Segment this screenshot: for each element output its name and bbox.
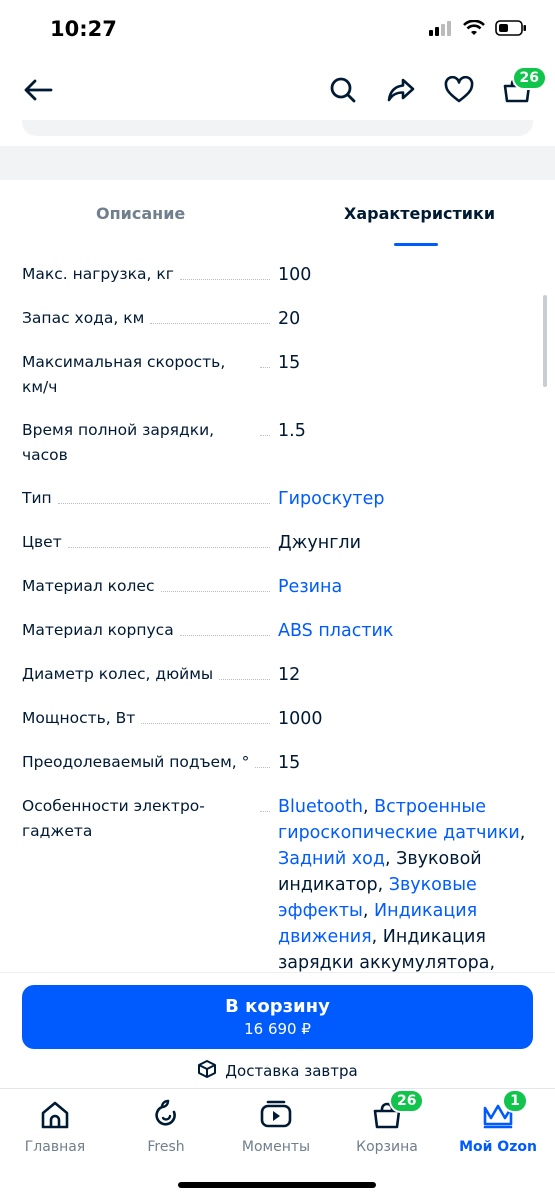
tab-characteristics[interactable]: Характеристики <box>344 204 496 223</box>
heart-icon <box>444 76 474 108</box>
spec-row <box>22 530 534 556</box>
dotted-leader <box>161 574 271 592</box>
spec-value-text: , <box>519 823 526 843</box>
spec-row <box>22 262 534 288</box>
previous-section-card <box>22 120 533 136</box>
back-button[interactable] <box>18 74 58 110</box>
spec-value <box>278 350 534 376</box>
spec-row <box>22 418 534 468</box>
add-to-cart-label: В корзину <box>225 996 330 1017</box>
section-divider <box>0 146 555 180</box>
spec-value <box>278 306 534 332</box>
search-icon <box>329 76 357 108</box>
spec-value-text: , <box>362 901 375 921</box>
cart-button[interactable] <box>497 72 537 112</box>
delivery-info <box>0 1059 555 1083</box>
spec-value-link[interactable]: Гироскутер <box>278 489 385 509</box>
tabbar-label-moments: Моменты <box>241 1139 311 1155</box>
spec-value <box>278 486 534 512</box>
spec-value-text: , Звуковой индикатор, <box>278 849 482 895</box>
dotted-leader <box>260 794 270 812</box>
spec-value-link[interactable]: Резина <box>278 577 343 597</box>
spec-key-label: Максимальная скорость, км/ч <box>22 353 226 396</box>
spec-value-text: 20 <box>278 309 301 329</box>
spec-key-label: Макс. нагрузка, кг <box>22 265 174 283</box>
spec-value-text: 12 <box>278 665 301 685</box>
spec-key-label: Диаметр колес, дюймы <box>22 665 214 683</box>
purchase-panel <box>0 972 555 1088</box>
spec-value-text: , <box>362 797 375 817</box>
arrow-left-icon <box>23 78 53 106</box>
spec-value <box>278 530 534 556</box>
tabbar-my-ozon-badge: 1 <box>502 1089 528 1113</box>
status-time: 10:27 <box>50 17 117 41</box>
spec-row <box>22 750 534 776</box>
home-indicator <box>178 1182 376 1188</box>
box-icon <box>197 1059 217 1083</box>
spec-key <box>22 262 278 287</box>
spec-value-text: 15 <box>278 753 301 773</box>
spec-value <box>278 618 534 644</box>
spec-row <box>22 662 534 688</box>
tabbar-item-cart[interactable] <box>337 1095 437 1155</box>
spec-key <box>22 662 278 687</box>
spec-key-label: Преодолеваемый подъем, ° <box>22 753 250 771</box>
product-tabs <box>0 180 555 250</box>
tabbar-label-home: Главная <box>24 1139 86 1155</box>
favorite-button[interactable] <box>439 72 479 112</box>
share-button[interactable] <box>381 72 421 112</box>
spec-value <box>278 574 534 600</box>
spec-key <box>22 306 278 331</box>
tab-description[interactable]: Описание <box>96 204 186 223</box>
tabbar-label-my-ozon: Мой Ozon <box>459 1139 537 1155</box>
active-tab-indicator <box>394 243 438 246</box>
spec-key-label: Тип <box>22 489 52 507</box>
spec-key <box>22 706 278 731</box>
spec-value-text: , Индикация зарядки аккумулятора, <box>278 927 496 972</box>
tabbar-label-fresh: Fresh <box>147 1139 185 1155</box>
dotted-leader <box>260 418 270 436</box>
spec-key <box>22 574 278 599</box>
spec-key-label: Цвет <box>22 533 62 551</box>
spec-key <box>22 750 278 775</box>
dotted-leader <box>68 530 270 548</box>
wifi-icon <box>463 20 485 40</box>
cart-count-badge: 26 <box>512 66 547 90</box>
spec-value-text: 15 <box>278 353 301 373</box>
spec-key <box>22 486 278 511</box>
dotted-leader <box>260 350 270 368</box>
spec-value-text: Джунгли <box>278 533 361 553</box>
moments-icon <box>254 1095 298 1135</box>
spec-value-link[interactable]: ABS пластик <box>278 621 394 641</box>
search-button[interactable] <box>323 72 363 112</box>
status-bar <box>0 0 555 60</box>
spec-row <box>22 574 534 600</box>
spec-key <box>22 350 278 400</box>
delivery-label: Доставка завтра <box>225 1062 358 1080</box>
spec-value-text: 1.5 <box>278 421 306 441</box>
spec-key-label: Мощность, Вт <box>22 709 136 727</box>
spec-value-text: 100 <box>278 265 312 285</box>
dotted-leader <box>58 486 270 504</box>
spec-value-link[interactable]: Индикация движения <box>278 901 478 947</box>
tabbar-item-home[interactable] <box>5 1095 105 1155</box>
spec-key-label: Время полной зарядки, часов <box>22 421 215 464</box>
tabbar-item-my-ozon[interactable] <box>448 1095 548 1155</box>
tabbar-item-moments[interactable] <box>226 1095 326 1155</box>
dotted-leader <box>141 706 270 724</box>
spec-value-link[interactable]: Встроенные гироскопические датчики <box>278 797 520 843</box>
spec-key-label: Материал колес <box>22 577 155 595</box>
spec-row <box>22 618 534 644</box>
spec-row <box>22 350 534 400</box>
dotted-leader <box>180 262 270 280</box>
fresh-icon <box>144 1095 188 1135</box>
home-icon <box>33 1095 77 1135</box>
spec-value <box>278 418 534 444</box>
spec-value <box>278 750 534 776</box>
spec-key <box>22 530 278 555</box>
spec-value <box>278 794 534 972</box>
spec-row <box>22 794 534 972</box>
dotted-leader <box>255 750 270 768</box>
spec-value <box>278 262 534 288</box>
tabbar-item-fresh[interactable] <box>116 1095 216 1155</box>
spec-key <box>22 794 278 844</box>
spec-value-link[interactable]: Задний ход <box>278 849 385 869</box>
spec-row <box>22 706 534 732</box>
spec-value <box>278 706 534 732</box>
spec-row <box>22 486 534 512</box>
spec-value-link[interactable]: Bluetooth <box>278 797 363 817</box>
spec-key-label: Запас хода, км <box>22 309 145 327</box>
share-icon <box>386 77 416 107</box>
spec-key-label: Особенности электро-гаджета <box>22 797 205 840</box>
add-to-cart-button[interactable] <box>22 985 533 1049</box>
spec-value-link[interactable]: Звуковые эффекты <box>278 875 477 921</box>
spec-key-label: Материал корпуса <box>22 621 174 639</box>
spec-value-text: 1000 <box>278 709 323 729</box>
spec-key <box>22 618 278 643</box>
dotted-leader <box>180 618 270 636</box>
price-label: 16 690 ₽ <box>244 1020 311 1038</box>
spec-key <box>22 418 278 468</box>
scrollbar[interactable] <box>543 295 547 387</box>
tabbar-cart-badge: 26 <box>389 1089 424 1113</box>
crown-icon <box>476 1095 520 1135</box>
status-icons <box>429 20 527 40</box>
header-actions <box>323 72 537 112</box>
top-nav-bar <box>0 60 555 124</box>
tabbar-label-cart: Корзина <box>356 1139 418 1155</box>
battery-icon <box>495 20 527 40</box>
bottom-tab-bar <box>0 1088 555 1200</box>
cart-icon <box>365 1093 417 1135</box>
cellular-signal-icon <box>429 20 453 40</box>
dotted-leader <box>219 662 270 680</box>
characteristics-list <box>22 262 534 972</box>
spec-value <box>278 662 534 688</box>
dotted-leader <box>150 306 270 324</box>
spec-row <box>22 306 534 332</box>
